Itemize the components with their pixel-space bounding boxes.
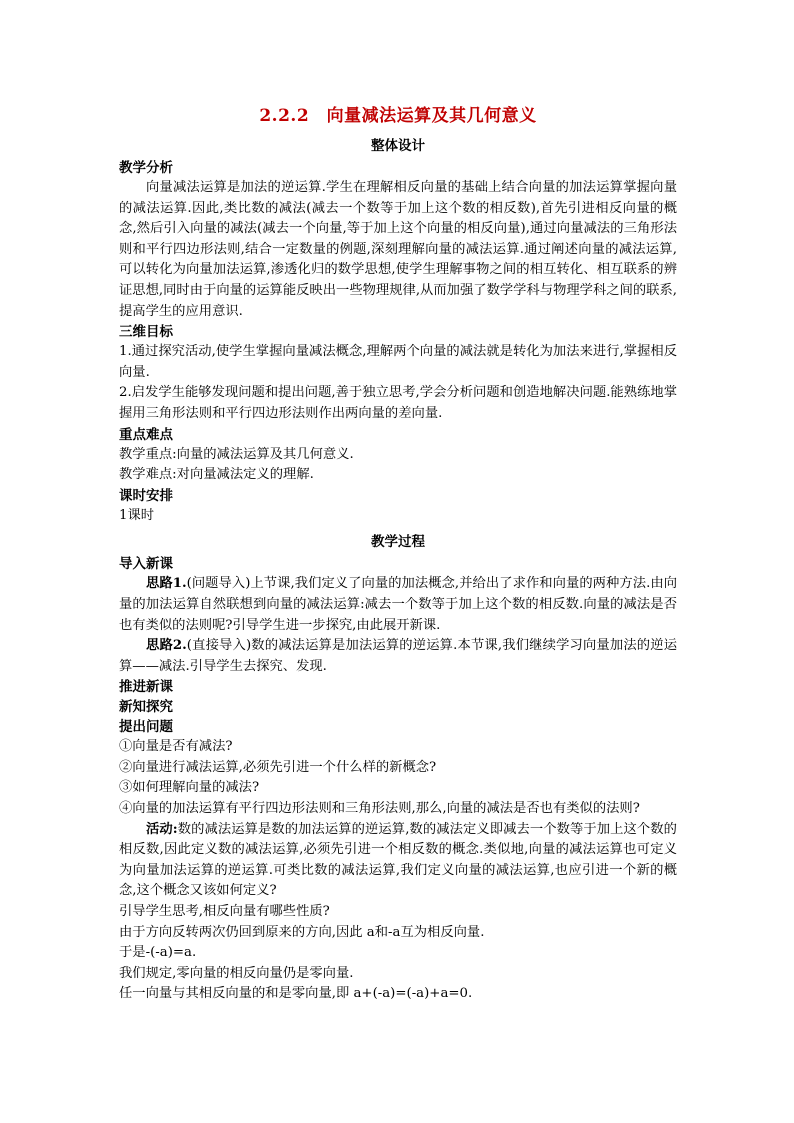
key-points-heading: 重点难点 (119, 426, 173, 443)
goals-heading: 三维目标 (119, 324, 173, 341)
idea-2-label: 思路2. (146, 638, 187, 654)
activity-label: 活动: (146, 821, 178, 837)
activity-text: 数的减法运算是数的加法运算的逆运算,数的减法定义即减去一个数等于加上这个数的相反数,因此定义数的减法运算,必须先引进一个相反数的概念.类似地,向量的减法运算也可定义为向量加法运算的逆运算.可类比数的减法运算,我们定义向量的减法运算,也应引进一个新的概念,这个概念又该如何定义? (119, 821, 677, 899)
document-subtitle: 整体设计 (371, 138, 425, 154)
so-line: 于是-(-a)=a. (119, 945, 197, 961)
reverse-line: 由于方向反转两次仍回到原来的方向,因此 a和-a互为相反向量. (119, 924, 485, 940)
analysis-heading: 教学分析 (119, 160, 173, 176)
activity-paragraph (119, 820, 677, 902)
process-heading: 教学过程 (371, 534, 425, 551)
idea-1-paragraph (119, 574, 677, 636)
document-title: 2.2.2 向量减法运算及其几何意义 (259, 106, 537, 126)
question-4: ④向量的加法运算有平行四边形法则和三角形法则,那么,向量的减法是否也有类似的法则? (119, 801, 640, 817)
question-1: ①向量是否有减法? (119, 739, 233, 755)
schedule-heading: 课时安排 (119, 487, 173, 504)
explore-heading: 新知探究 (119, 699, 173, 716)
document-page (119, 104, 677, 1005)
difficult-point: 教学难点:对向量减法定义的理解. (119, 467, 314, 483)
idea-1-text: (问题导入)上节课,我们定义了向量的加法概念,并给出了求作和向量的两种方法.由向量的加法运算自然联想到向量的减法运算:减去一个数等于加上这个数的相反数.向量的减法是否也有类似的法则呢?引导学生进一步探究,由此展开新课. (119, 576, 677, 633)
idea-2-text: (直接导入)数的减法运算是加法运算的逆运算.本节课,我们继续学习向量加法的逆运算——减法.引导学生去探究、发现. (119, 638, 677, 674)
goal-2: 2.启发学生能够发现问题和提出问题,善于独立思考,学会分析问题和创造地解决问题.能熟练地掌握用三角形法则和平行四边形法则作出两向量的差向量. (119, 385, 677, 421)
key-point: 教学重点:向量的减法运算及其几何意义. (119, 446, 354, 462)
advance-heading: 推进新课 (119, 679, 173, 696)
goal-1: 1.通过探究活动,使学生掌握向量减法概念,理解两个向量的减法就是转化为加法来进行,掌握相反向量. (119, 344, 677, 380)
questions-heading: 提出问题 (119, 719, 173, 736)
zero-vector-line: 我们规定,零向量的相反向量仍是零向量. (119, 965, 354, 981)
sum-line: 任一向量与其相反向量的和是零向量,即 a+(-a)=(-a)+a=0. (119, 986, 473, 1002)
idea-1-label: 思路1. (146, 576, 187, 592)
schedule-text: 1课时 (119, 507, 155, 523)
idea-2-paragraph (119, 636, 677, 677)
intro-heading: 导入新课 (119, 556, 173, 573)
analysis-paragraph: 向量减法运算是加法的逆运算.学生在理解相反向量的基础上结合向量的加法运算掌握向量的减法运算.因此,类比数的减法(减去一个数等于加上这个数的相反数),首先引进相反向量的概念,然后引入向量的减法(减去一个向量,等于加上这个向量的相反向量),通过向量减法的三角形法则和平行四边形法则,结合一定数量的例题,深刻理解向量的减法运算.通过阐述向量的减法运算,可以转化为向量加法运算,渗透化归的数学思想,使学生理解事物之间的相互转化、相互联系的辨证思想,同时由于向量的运算能反映出一些物理规律,从而加强了数学学科与物理学科之间的联系,提高学生的应用意识. (119, 180, 677, 319)
guide-line: 引导学生思考,相反向量有哪些性质? (119, 904, 330, 920)
question-3: ③如何理解向量的减法? (119, 780, 260, 796)
question-2: ②向量进行减法运算,必须先引进一个什么样的新概念? (119, 759, 437, 775)
